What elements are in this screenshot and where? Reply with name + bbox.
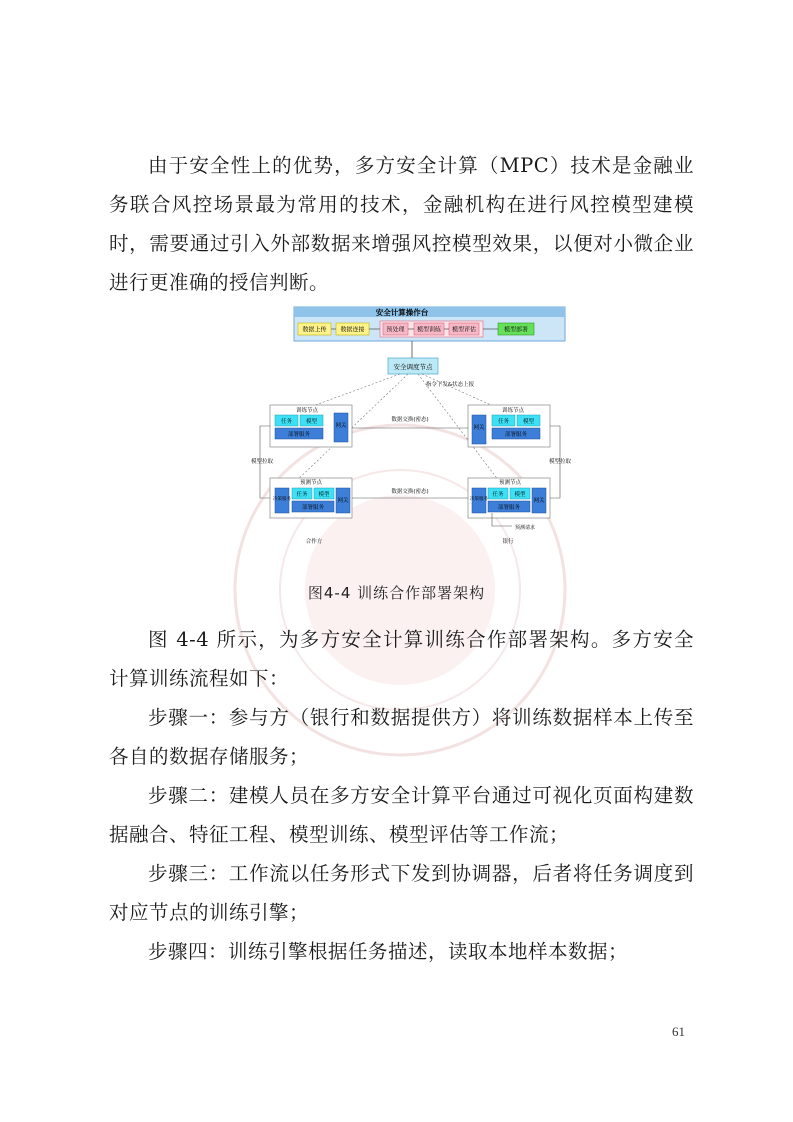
- right-decision-service: 决策服务: [470, 497, 488, 502]
- left-train-title: 训练节点: [295, 408, 319, 414]
- step-model-deploy: 模型部署: [503, 326, 529, 334]
- left-train-model: 模型: [305, 419, 318, 425]
- left-predict-gateway: 网关: [337, 498, 349, 504]
- right-predict-model: 模型: [514, 492, 526, 498]
- body-paragraph-1: 图 4-4 所示，为多方安全计算训练合作部署架构。多方安全计算训练流程如下：: [109, 628, 694, 690]
- intro-paragraph: 由于安全性上的优势，多方安全计算（MPC）技术是金融业务联合风控场景最为常用的技术，金融机构在进行风控模型建模时，需要通过引入外部数据来增强风控模型效果，以便对小微企业进行更准确的授信判断。: [109, 154, 694, 294]
- dispatch-label: 指令下发&状态上报: [425, 382, 475, 388]
- step-data-upload: 数据上传: [302, 326, 327, 334]
- step-model-train: 模型训练: [416, 326, 442, 334]
- right-train-task: 任务: [497, 419, 510, 425]
- left-predict-deploy: 部署服务: [301, 505, 325, 511]
- left-predict-task: 任务: [296, 492, 308, 498]
- left-train-gateway: 网关: [335, 423, 347, 429]
- step-three: 步骤三：工作流以任务形式下发到协调器，后者将任务调度到对应节点的训练引擎；: [109, 862, 694, 924]
- left-train-deploy: 部署服务: [287, 432, 311, 438]
- platform-title: 安全计算操作台: [375, 308, 429, 317]
- scheduler-node: 安全调度节点: [393, 363, 433, 371]
- right-train-gateway: 网关: [473, 425, 485, 431]
- page-number: 61: [672, 1024, 685, 1039]
- left-predict-title: 预测节点: [299, 480, 323, 486]
- right-predict-title: 预测节点: [498, 480, 522, 486]
- step-four: 步骤四：训练引擎根据任务描述，读取本地样本数据；: [148, 940, 629, 963]
- left-predict-model: 模型: [318, 492, 330, 498]
- right-predict-deploy: 部署服务: [497, 505, 521, 511]
- figure-caption: 图4-4 训练合作部署架构: [307, 584, 486, 602]
- right-predict-task: 任务: [492, 492, 504, 498]
- right-party-label: 银行: [502, 539, 514, 545]
- exchange-label-top: 数据交换(密态): [391, 417, 429, 423]
- right-predict-gateway: 网关: [533, 498, 545, 504]
- step-two: 步骤二：建模人员在多方安全计算平台通过可视化页面构建数据融合、特征工程、模型训练、模型评估等工作流；: [109, 784, 694, 846]
- step-model-eval: 模型评估: [451, 326, 477, 334]
- left-train-task: 任务: [280, 419, 293, 425]
- right-train-title: 训练节点: [501, 408, 525, 414]
- exchange-label-bottom: 数据交换(密态): [391, 489, 429, 495]
- left-party-label: 合作方: [305, 539, 323, 545]
- left-decision-service: 决策服务: [273, 497, 291, 502]
- model-pull-left: 模型拉取: [250, 459, 274, 465]
- architecture-diagram: [222, 300, 582, 555]
- step-one: 步骤一：参与方（银行和数据提供方）将训练数据样本上传至各自的数据存储服务；: [109, 706, 694, 768]
- predict-request-label: 预测请求: [514, 525, 536, 531]
- step-data-join: 数据连接: [340, 326, 365, 334]
- right-train-deploy: 部署服务: [504, 432, 528, 438]
- right-train-model: 模型: [522, 419, 535, 425]
- model-pull-right: 模型拉取: [548, 459, 572, 465]
- step-preprocess: 预处理: [386, 326, 405, 334]
